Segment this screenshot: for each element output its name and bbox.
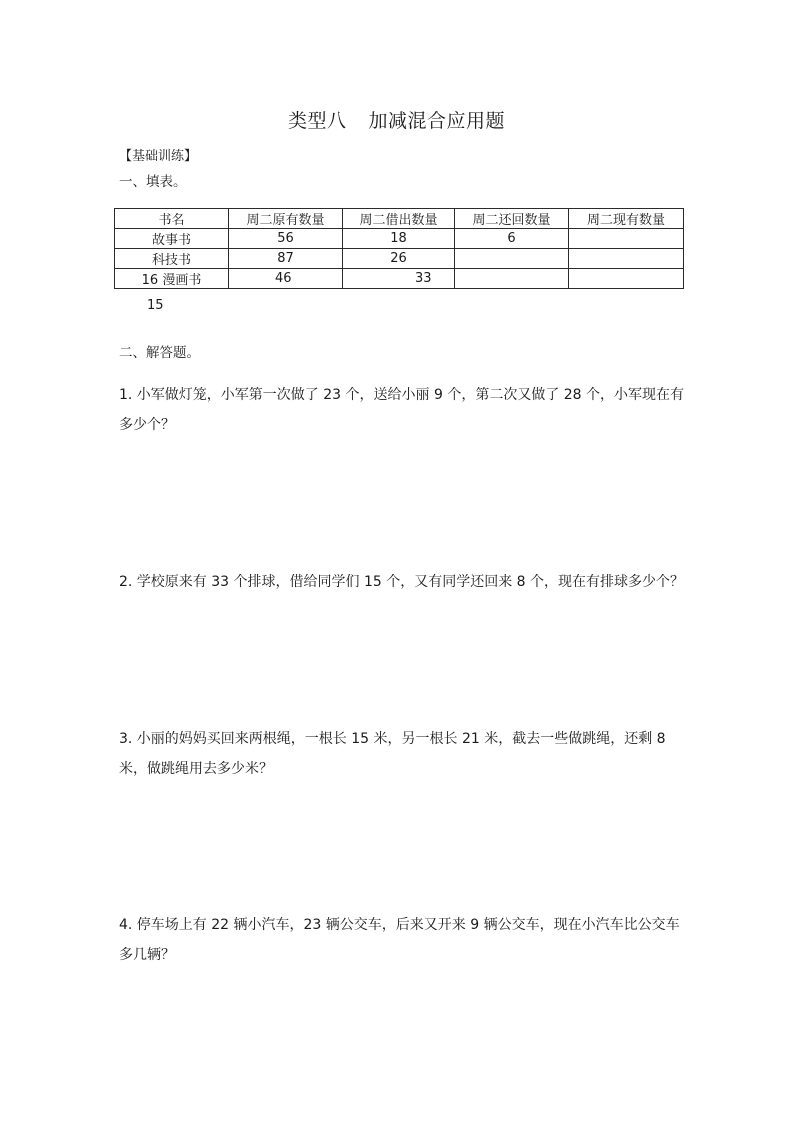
question-4: 4. 停车场上有 22 辆小汽车，23 辆公交车，后来又开来 9 辆公交车，现在小汽车比公交车多几辆？: [119, 917, 680, 963]
page-title: [0, 106, 793, 133]
header-returned: 周二还回数量: [455, 209, 569, 229]
cell-current[interactable]: [569, 249, 684, 269]
stray-number: 15: [147, 298, 164, 313]
table-header-row: [115, 209, 684, 229]
cell-borrowed: 18: [343, 229, 455, 249]
cell-borrowed: 26: [343, 249, 455, 269]
cell-current[interactable]: [569, 269, 684, 289]
title-part-2: 加减混合应用题: [368, 110, 506, 132]
table-row: [115, 229, 684, 249]
header-current: 周二现有数量: [569, 209, 684, 229]
cell-returned: 6: [455, 229, 569, 249]
cell-returned[interactable]: [455, 249, 569, 269]
cell-returned[interactable]: [455, 269, 569, 289]
cell-borrowed: 33: [343, 269, 455, 289]
header-borrowed: 周二借出数量: [343, 209, 455, 229]
cell-original: 87: [229, 249, 343, 269]
table-row: [115, 249, 684, 269]
question-3: 3. 小丽的妈妈买回来两根绳，一根长 15 米，另一根长 21 米，截去一些做跳绳，还剩 8 米，做跳绳用去多少米？: [119, 731, 666, 777]
cell-book-name: 故事书: [115, 229, 229, 249]
title-part-1: 类型八: [287, 110, 347, 132]
question-1: 1. 小军做灯笼，小军第一次做了 23 个，送给小丽 9 个，第二次又做了 28 个，小军现在有多少个？: [119, 387, 685, 433]
training-tag: 【基础训练】: [119, 149, 198, 164]
table-row: [115, 269, 684, 289]
section-fill-table: 一、填表。: [119, 174, 187, 190]
cell-book-name: 科技书: [115, 249, 229, 269]
book-stock-table: [114, 208, 684, 289]
cell-current[interactable]: [569, 229, 684, 249]
header-book-name: 书名: [115, 209, 229, 229]
section-word-problems: 二、解答题。: [119, 345, 200, 361]
cell-original: 46: [229, 269, 343, 289]
header-original: 周二原有数量: [229, 209, 343, 229]
cell-book-name: 16 漫画书: [115, 269, 229, 289]
question-2: 2. 学校原来有 33 个排球，借给同学们 15 个，又有同学还回来 8 个，现在有排球多少个？: [119, 574, 685, 590]
cell-original: 56: [229, 229, 343, 249]
